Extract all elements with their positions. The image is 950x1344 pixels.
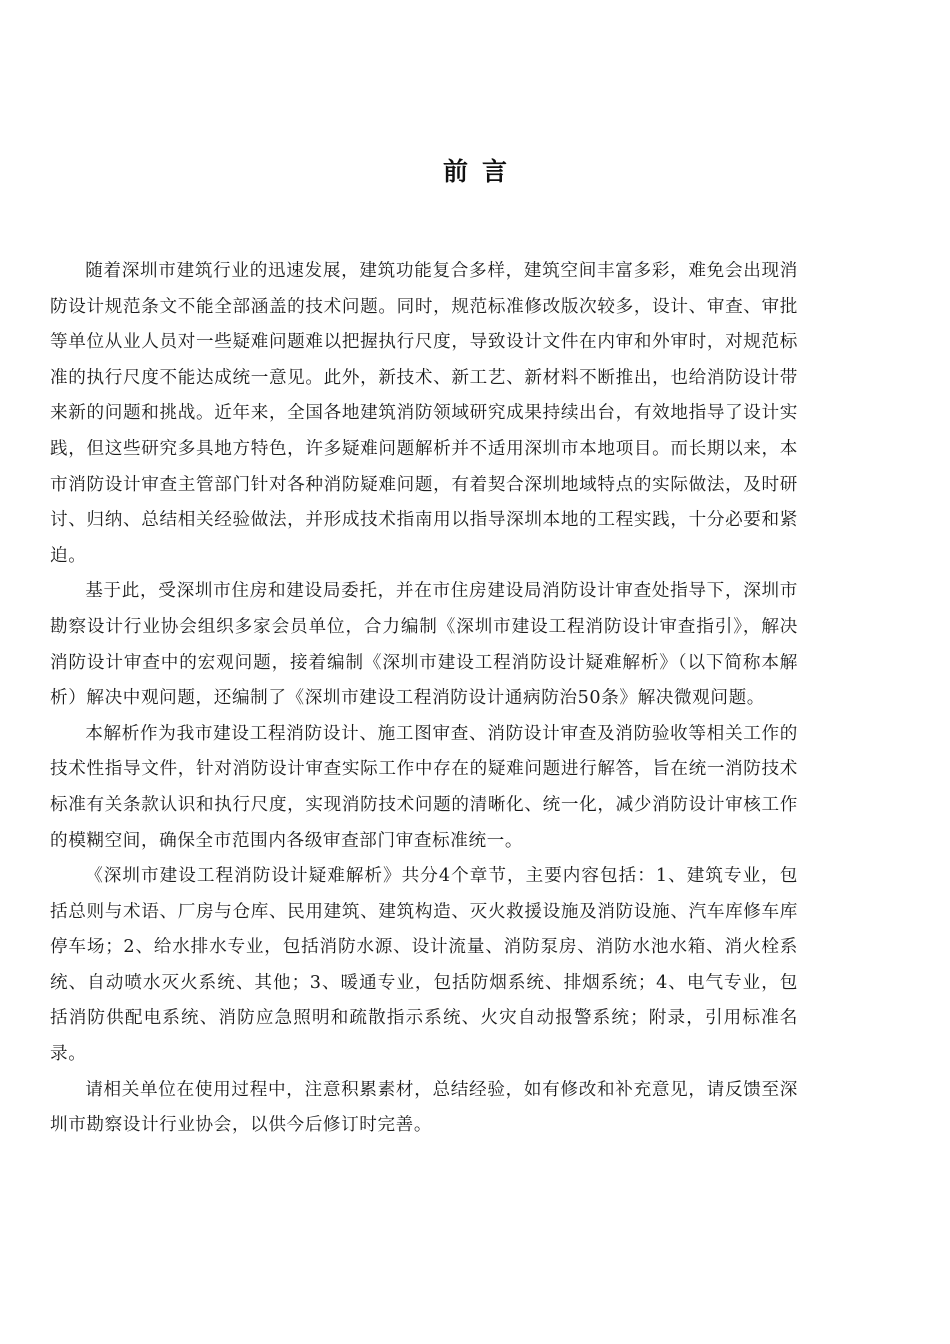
paragraph-compilation: 基于此，受深圳市住房和建设局委托，并在市住房建设局消防设计审查处指导下，深圳市勘察设计行业协会组织多家会员单位，合力编制《深圳市建设工程消防设计审查指引》，解决消防设计审查中的宏观问题，接着编制《深圳市建设工程消防设计疑难解析》（以下简称本解析）解决中观问题，还编制了《深圳市建设工程消防设计通病防治50条》解决微观问题。 — [50, 581, 798, 709]
paragraph-purpose: 本解析作为我市建设工程消防设计、施工图审查、消防设计审查及消防验收等相关工作的技术性指导文件，针对消防设计审查实际工作中存在的疑难问题进行解答，旨在统一消防技术标准有关条款认识和执行尺度，实现消防技术问题的清晰化、统一化，减少消防设计审核工作的模糊空间，确保全市范围内各级审查部门审查标准统一。 — [50, 723, 798, 851]
page-title: 前言 — [442, 157, 521, 186]
paragraph-background: 随着深圳市建筑行业的迅速发展，建筑功能复合多样，建筑空间丰富多彩，难免会出现消防设计规范条文不能全部涵盖的技术问题。同时，规范标准修改版次较多，设计、审查、审批等单位从业人员对一些疑难问题难以把握执行尺度，导致设计文件在内审和外审时，对规范标准的执行尺度不能达成统一意见。此外，新技术、新工艺、新材料不断推出，也给消防设计带来新的问题和挑战。近年来，全国各地建筑消防领域研究成果持续出台，有效地指导了设计实践，但这些研究多具地方特色，许多疑难问题解析并不适用深圳市本地项目。而长期以来，本市消防设计审查主管部门针对各种消防疑难问题，有着契合深圳地域特点的实际做法，及时研讨、归纳、总结相关经验做法，并形成技术指南用以指导深圳本地的工程实践，十分必要和紧迫。 — [50, 261, 798, 566]
paragraph-contents: 《深圳市建设工程消防设计疑难解析》共分4个章节，主要内容包括：1、建筑专业，包括总则与术语、厂房与仓库、民用建筑、建筑构造、灭火救援设施及消防设施、汽车库修车库停车场；2、给水排水专业，包括消防水源、设计流量、消防泵房、消防水池水箱、消火栓系统、自动喷水灭火系统、其他；3、暖通专业，包括防烟系统、排烟系统；4、电气专业，包括消防供配电系统、消防应急照明和疏散指示系统、火灾自动报警系统；附录，引用标准名录。 — [50, 866, 798, 1065]
preface-body — [50, 254, 798, 1144]
paragraph-feedback: 请相关单位在使用过程中，注意积累素材，总结经验，如有修改和补充意见，请反馈至深圳市勘察设计行业协会，以供今后修订时完善。 — [50, 1079, 798, 1136]
